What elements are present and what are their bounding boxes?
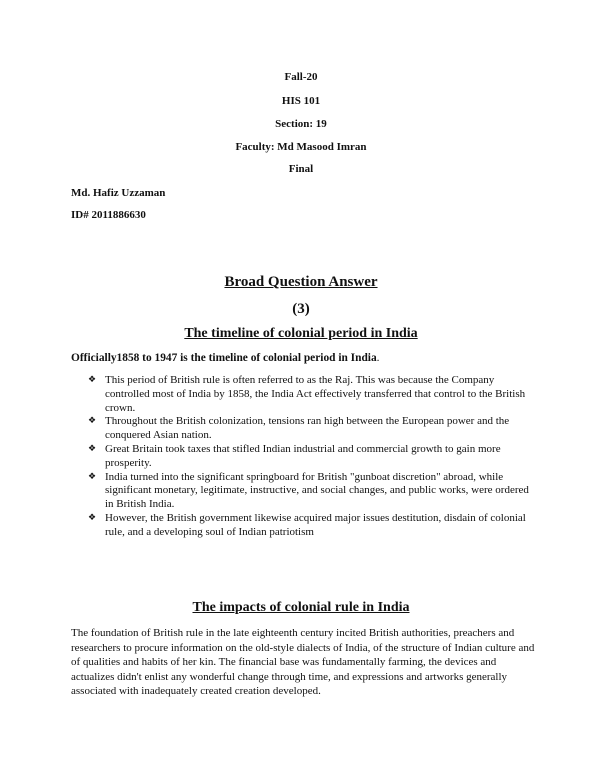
impacts-heading xyxy=(0,599,602,617)
list-item-text: This period of British rule is often referred to as the Raj. This was because the Company controlled most of India by 1858, the India Act effectively transferred that control to the British crown. xyxy=(105,374,526,414)
list-item-text: However, the British government likewise acquired major issues destitution, disdain of colonial rule, and a developing soul of Indian patriotism xyxy=(105,511,526,538)
list-item-text: Great Britain took taxes that stifled Indian industrial and commercial growth to gain more prosperity. xyxy=(105,442,501,469)
list-item-text: Throughout the British colonization, tensions ran high between the European power and the conquered Asian nation. xyxy=(105,415,510,442)
diamond-bullet-icon: ❖ xyxy=(88,512,97,523)
section-heading xyxy=(0,273,602,291)
list-item xyxy=(88,471,540,512)
faculty-label: Faculty: Md Masood Imran xyxy=(235,141,367,153)
section-heading-text: Broad Question Answer xyxy=(224,274,378,290)
semester-label: Fall-20 xyxy=(284,71,318,83)
impacts-paragraph: The foundation of British rule in the late eighteenth century incited British authorities, preachers and researchers to procure information on the old-style dialects of India, of the structure of Indian culture and of qualities and habits of her kin. The financial base was fundamentally farming, the devices and actualizes didn't enlist any wonderful change through time, and expressions and artworks generally associated with inadequately created creation developed. xyxy=(71,627,535,698)
timeline-heading xyxy=(0,325,602,343)
list-item xyxy=(88,415,540,443)
course-code: HIS 101 xyxy=(281,95,321,107)
timeline-heading-text: The timeline of colonial period in India xyxy=(184,326,418,341)
section-label: Section: 19 xyxy=(275,118,327,130)
diamond-bullet-icon: ❖ xyxy=(88,375,97,385)
timeline-statement-bold: Officially1858 to 1947 is the timeline of colonial period in India xyxy=(71,352,377,364)
list-item-text: India turned into the significant springboard for British "gunboat discretion" abroad, while significant monetary, legitimate, instructive, and social changes, and public works, were ordered in British India. xyxy=(105,470,529,511)
question-number: (3) xyxy=(292,301,310,317)
list-item xyxy=(88,512,540,540)
list-item xyxy=(88,374,540,415)
timeline-statement xyxy=(71,351,380,365)
timeline-bullet-list xyxy=(88,374,540,540)
student-id: ID# 2011886630 xyxy=(71,209,146,221)
diamond-bullet-icon: ❖ xyxy=(88,443,97,454)
student-name: Md. Hafiz Uzzaman xyxy=(71,187,166,199)
diamond-bullet-icon: ❖ xyxy=(88,416,97,427)
list-item xyxy=(88,443,540,471)
exam-label: Final xyxy=(288,163,314,175)
diamond-bullet-icon: ❖ xyxy=(88,471,97,482)
timeline-statement-end: . xyxy=(376,352,380,364)
impacts-heading-text: The impacts of colonial rule in India xyxy=(192,600,410,615)
